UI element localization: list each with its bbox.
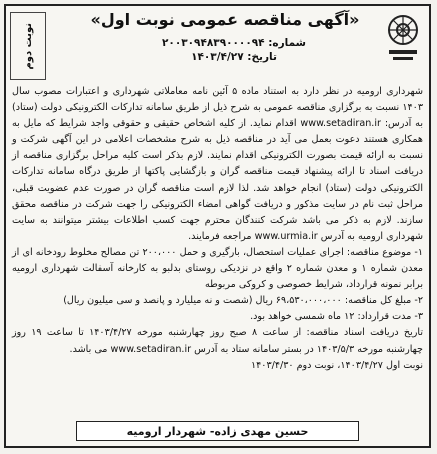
round-badge-label: نوبت دوم: [22, 22, 34, 70]
item-subject: ۱- موضوع مناقصه: اجرای عملیات استحصال، بارگیری و حمل ۲۰۰،۰۰۰ تن مصالح مخلوط رودخانه ای از معدن شماره ۱ و معدن شماره ۲ واقع در نزدیکی روستای بدلبو به کارخانه آسفالت شهرداری ارومیه برابر نمونه قرارداد، شرایط خصوصی و کروکی مربوطه: [12, 246, 423, 291]
notice-date: تاریخ: ۱۴۰۳/۴/۲۷: [191, 51, 277, 63]
urmia-municipality-logo-icon: [383, 12, 423, 64]
notice-body: [12, 84, 423, 374]
deadlines-paragraph: تاریخ دریافت اسناد مناقصه: از ساعت ۸ صبح روز چهارشنبه مورخه ۱۴۰۳/۴/۲۷ تا ساعت ۱۹ روز چهارشنبه مورخه ۱۴۰۳/۵/۳ در بستر سامانه ستاد به آدرس www.setadiran.ir می باشد.: [12, 327, 423, 355]
notice-title: «آگهی مناقصه عمومی نوبت اول»: [90, 10, 360, 29]
intro-paragraph: شهرداری ارومیه در نظر دارد به استناد ماده ۵ آئین نامه معاملاتی شهرداری و اعتبارات مصوب سال ۱۴۰۳ نسبت به برگزاری مناقصه عمومی به شرح ذیل از طریق سامانه تدارکات الکترونیکی دولت (ستاد) به آدرس: www.setadiran.ir اقدام نماید. از کلیه اشخاص حقیقی و حقوقی واجد شرایط که مایل به همکاری هستند دعوت بعمل می آید در مناقصه ذیل به شرح مشخصات اعلامی در این آگهی شرکت و نسبت به ارائه قیمت بصورت الکترونیکی اقدام نمایند. لازم بذکر است کلیه مراحل برگزاری مناقصه از دریافت اسناد تا ارائه پیشنهاد قیمت مناقصه گران و بازگشایی پاکتها از طریق درگاه سامانه تدارکات الکترونیکی دولت (ستاد) انجام خواهد شد. لذا لازم است مناقصه گران در صورت عدم عضویت قبلی، مراحل ثبت نام در سایت مذکور و دریافت گواهی امضاء الکترونیکی را جهت شرکت در مناقصه محقق سازند. لازم به ذکر می باشد شرکت کنندگان محترم جهت کسب اطلاعات بیشتر میتوانند به سایت شهرداری ارومیه به آدرس www.urmia.ir مراجعه فرمایند.: [12, 86, 423, 242]
round-badge: [10, 12, 46, 80]
reference-number: شماره: ۲۰۰۳۰۹۴۸۳۹۰۰۰۰۹۴: [162, 37, 306, 49]
item-amount: ۲- مبلغ کل مناقصه: ۶۹،۵۳۰،۰۰۰،۰۰۰ ریال (شصت و نه میلیارد و پانصد و سی میلیون ریال): [63, 295, 423, 307]
item-duration: ۳- مدت قرارداد: ۱۲ ماه شمسی خواهد بود.: [250, 311, 423, 323]
tender-notice: [4, 4, 431, 448]
publication-dates: نوبت اول ۱۴۰۳/۴/۲۷، نوبت دوم ۱۴۰۳/۴/۳۰: [251, 359, 423, 371]
signature-box: حسین مهدی زاده- شهردار ارومیه: [76, 421, 359, 441]
